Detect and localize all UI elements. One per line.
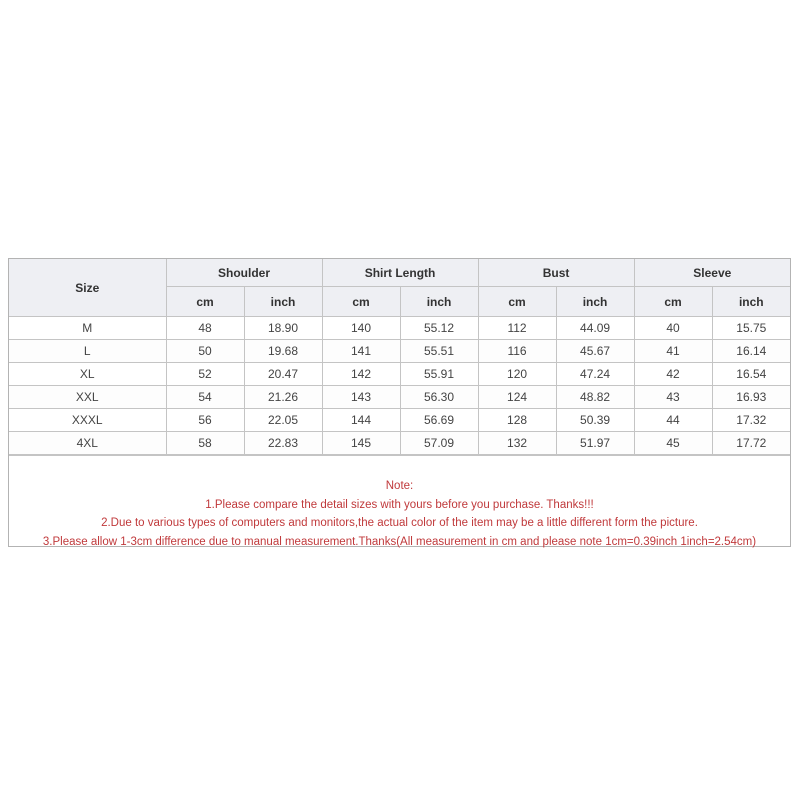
table-cell: 17.32 <box>712 409 790 432</box>
table-row <box>9 409 790 432</box>
notes-section <box>9 455 790 546</box>
table-cell: 45.67 <box>556 340 634 363</box>
unit-header: inch <box>556 287 634 317</box>
unit-header: inch <box>244 287 322 317</box>
sleeve-header: Sleeve <box>634 259 790 287</box>
table-cell: 20.47 <box>244 363 322 386</box>
table-cell: 48 <box>166 317 244 340</box>
table-cell: 42 <box>634 363 712 386</box>
table-cell: 142 <box>322 363 400 386</box>
table-cell: 58 <box>166 432 244 455</box>
table-cell: 144 <box>322 409 400 432</box>
table-cell: 45 <box>634 432 712 455</box>
table-cell: 56.69 <box>400 409 478 432</box>
table-cell: 55.51 <box>400 340 478 363</box>
table-row <box>9 363 790 386</box>
unit-header: inch <box>400 287 478 317</box>
table-cell: 143 <box>322 386 400 409</box>
table-cell: 16.54 <box>712 363 790 386</box>
unit-header: cm <box>322 287 400 317</box>
table-cell: 132 <box>478 432 556 455</box>
unit-header: cm <box>478 287 556 317</box>
size-table <box>9 259 790 455</box>
table-cell: 50.39 <box>556 409 634 432</box>
table-cell: 15.75 <box>712 317 790 340</box>
table-cell: 128 <box>478 409 556 432</box>
table-cell: 55.91 <box>400 363 478 386</box>
table-cell: 44.09 <box>556 317 634 340</box>
unit-header: inch <box>712 287 790 317</box>
size-cell: 4XL <box>9 432 166 455</box>
table-cell: 16.93 <box>712 386 790 409</box>
table-cell: 40 <box>634 317 712 340</box>
table-cell: 56 <box>166 409 244 432</box>
table-cell: 44 <box>634 409 712 432</box>
size-cell: XXL <box>9 386 166 409</box>
table-cell: 22.83 <box>244 432 322 455</box>
table-cell: 17.72 <box>712 432 790 455</box>
header-group-row <box>9 259 790 287</box>
table-cell: 19.68 <box>244 340 322 363</box>
table-cell: 145 <box>322 432 400 455</box>
notes-title: Note: <box>385 480 414 492</box>
unit-header: cm <box>634 287 712 317</box>
table-row <box>9 317 790 340</box>
table-cell: 141 <box>322 340 400 363</box>
table-cell: 112 <box>478 317 556 340</box>
table-cell: 57.09 <box>400 432 478 455</box>
size-cell: XXXL <box>9 409 166 432</box>
size-cell: L <box>9 340 166 363</box>
bust-header: Bust <box>478 259 634 287</box>
table-cell: 52 <box>166 363 244 386</box>
table-cell: 55.12 <box>400 317 478 340</box>
table-row <box>9 340 790 363</box>
note-line: 2.Due to various types of computers and monitors,the actual color of the item may be a little different form the picture. <box>101 517 698 529</box>
table-cell: 43 <box>634 386 712 409</box>
unit-header: cm <box>166 287 244 317</box>
size-column-header: Size <box>9 259 166 317</box>
table-cell: 41 <box>634 340 712 363</box>
shoulder-header: Shoulder <box>166 259 322 287</box>
size-table-body <box>9 317 790 455</box>
table-cell: 140 <box>322 317 400 340</box>
table-cell: 22.05 <box>244 409 322 432</box>
size-cell: XL <box>9 363 166 386</box>
size-cell: M <box>9 317 166 340</box>
table-cell: 16.14 <box>712 340 790 363</box>
table-cell: 116 <box>478 340 556 363</box>
size-chart <box>8 258 791 547</box>
table-cell: 51.97 <box>556 432 634 455</box>
table-cell: 50 <box>166 340 244 363</box>
table-row <box>9 386 790 409</box>
table-cell: 120 <box>478 363 556 386</box>
table-cell: 56.30 <box>400 386 478 409</box>
table-cell: 21.26 <box>244 386 322 409</box>
table-cell: 54 <box>166 386 244 409</box>
note-line: 1.Please compare the detail sizes with yours before you purchase. Thanks!!! <box>205 498 594 511</box>
table-row <box>9 432 790 455</box>
table-cell: 48.82 <box>556 386 634 409</box>
table-cell: 47.24 <box>556 363 634 386</box>
table-cell: 18.90 <box>244 317 322 340</box>
note-line: 3.Please allow 1-3cm difference due to manual measurement.Thanks(All measurement in cm and please note 1cm=0.39inch 1inch=2.54cm) <box>42 535 757 548</box>
table-cell: 124 <box>478 386 556 409</box>
shirt-length-header: Shirt Length <box>322 259 478 287</box>
